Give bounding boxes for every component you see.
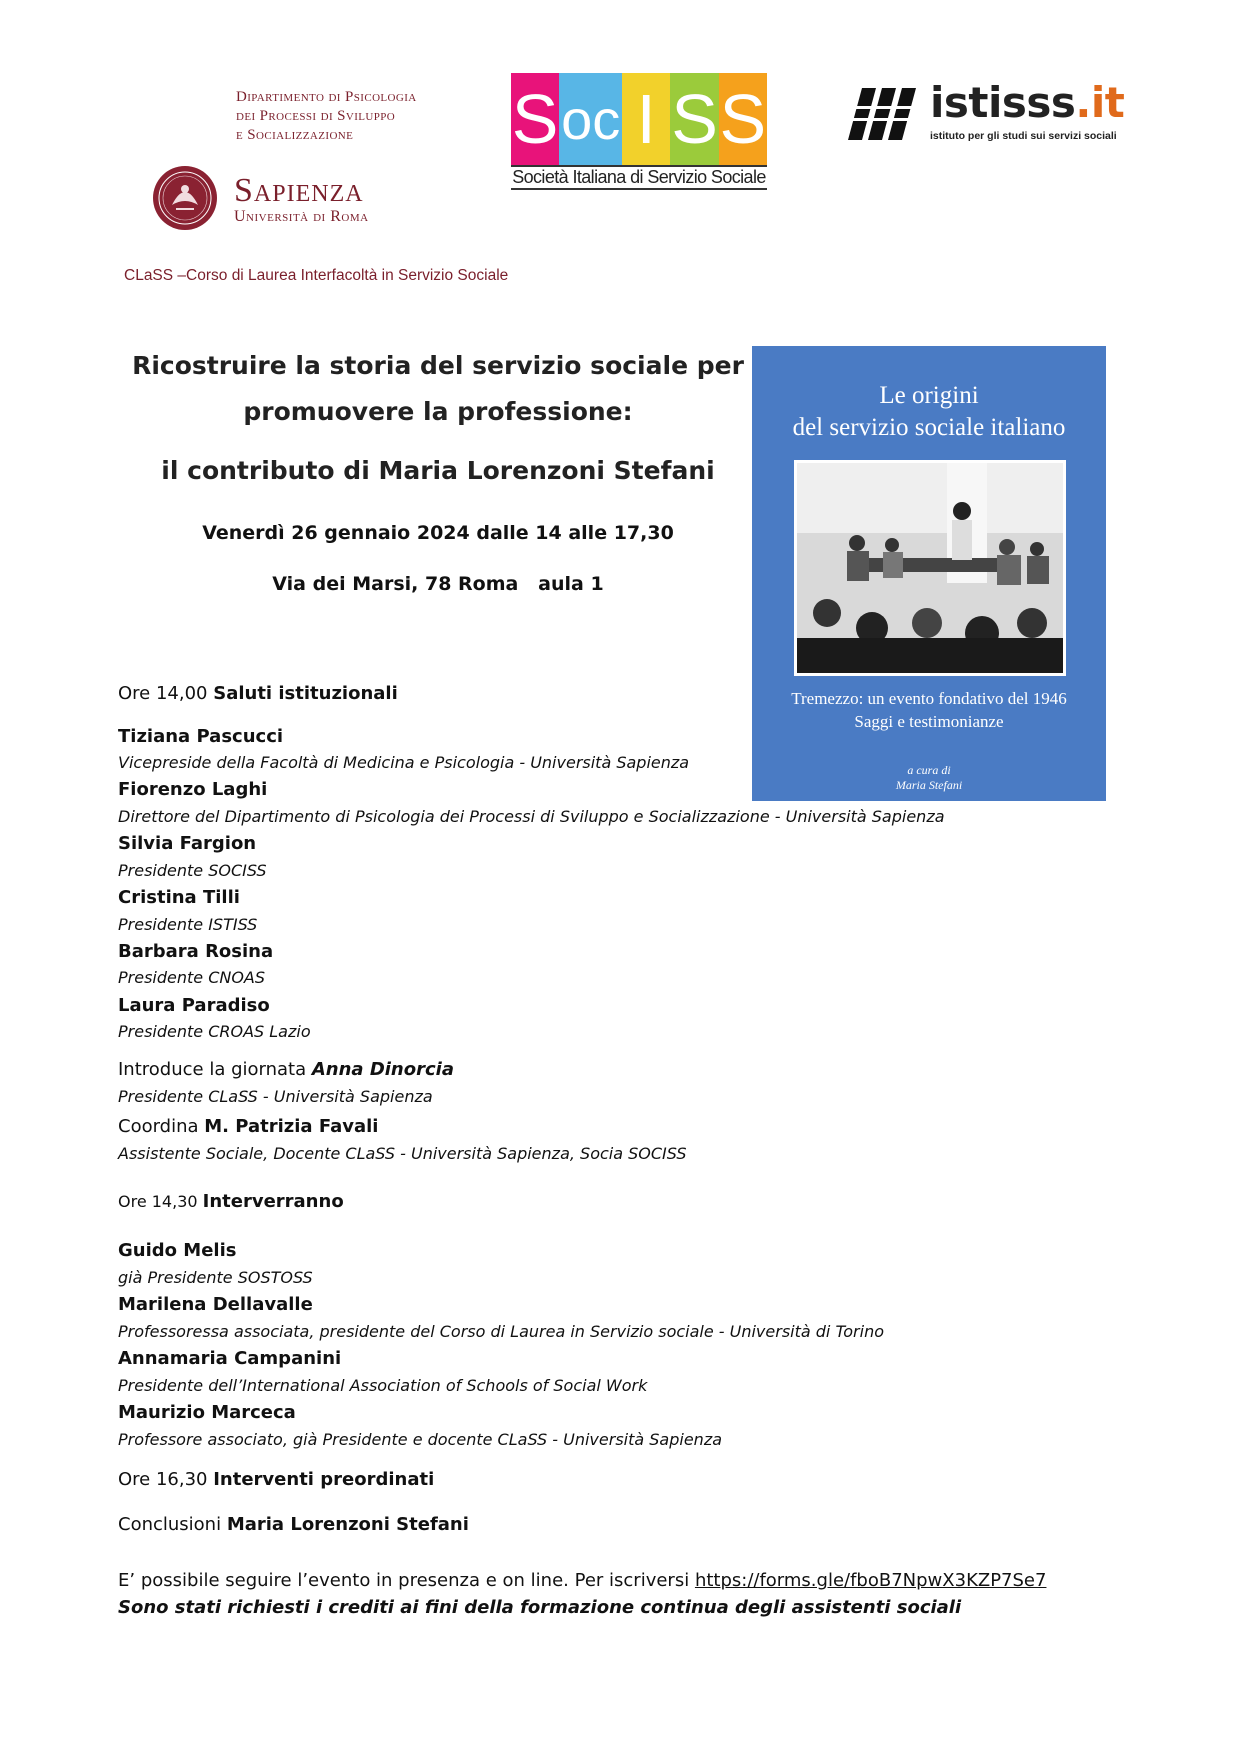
istisss-ext: .it (1075, 78, 1125, 127)
event-date: Venerdì 26 gennaio 2024 dalle 14 alle 17,30 (202, 522, 674, 544)
greeter-name: Silvia Fargion (118, 833, 257, 854)
event-title-line-1: Ricostruire la storia del servizio sociale per (132, 351, 744, 380)
dept-line-2: dei Processi di Sviluppo (236, 108, 396, 124)
dept-line-1: Dipartimento di Psicologia (236, 89, 417, 105)
book-cura-line-1: a cura di (907, 763, 951, 777)
greeter-role: Presidente SOCISS (118, 861, 267, 880)
credits-note: Sono stati richiesti i crediti ai fini della formazione continua degli assistenti sociali (118, 1597, 962, 1618)
book-title-line-1: Le origini (879, 382, 979, 409)
sociss-subtitle: Società Italiana di Servizio Sociale (511, 165, 767, 190)
session-label: Saluti istituzionali (213, 683, 398, 704)
istisss-tagline: istituto per gli studi sui servizi sociali (930, 130, 1117, 142)
introducer-prefix: Introduce la giornata (118, 1059, 312, 1080)
book-subtitle-line-2: Saggi e testimonianze (854, 712, 1004, 731)
sapienza-logo (234, 174, 369, 226)
registration-info (118, 1570, 1046, 1591)
greeter-name: Fiorenzo Laghi (118, 779, 268, 800)
event-subtitle: il contributo di Maria Lorenzoni Stefani (161, 456, 715, 485)
sociss-letter-4: S (670, 73, 718, 165)
introducer-role: Presidente CLaSS - Università Sapienza (118, 1087, 433, 1106)
conclusions-prefix: Conclusioni (118, 1514, 227, 1535)
book-cover (752, 346, 1106, 801)
greeter-name: Laura Paradiso (118, 995, 270, 1016)
greeter-role: Presidente CNOAS (118, 968, 266, 987)
sociss-letter-2: oc (559, 73, 622, 165)
greeter-name: Barbara Rosina (118, 941, 274, 962)
sociss-letters (511, 73, 767, 165)
event-title-line-2: promuovere la professione: (243, 397, 633, 426)
greeter-role: Presidente ISTISS (118, 915, 258, 934)
session-time: Ore 16,30 (118, 1469, 214, 1490)
speaker-name: Guido Melis (118, 1240, 237, 1261)
sociss-letter-3: I (622, 73, 670, 165)
book-title (752, 380, 1106, 444)
greeter-role: Presidente CROAS Lazio (118, 1022, 311, 1041)
speaker-name: Marilena Dellavalle (118, 1294, 313, 1315)
historic-photo-image (797, 463, 1063, 673)
coordinator-name: M. Patrizia Favali (204, 1116, 379, 1137)
speaker-role: Presidente dell’International Association of Schools of Social Work (118, 1376, 648, 1395)
session-greetings (118, 683, 398, 704)
session-preordained (118, 1469, 434, 1490)
istisss-name (930, 78, 1124, 127)
session-label: Interventi preordinati (213, 1469, 435, 1490)
book-subtitle (752, 687, 1106, 733)
book-editor (752, 763, 1106, 793)
coordinator (118, 1116, 378, 1137)
conclusions-name: Maria Lorenzoni Stefani (226, 1514, 469, 1535)
book-photo (794, 460, 1066, 676)
conclusions (118, 1514, 469, 1535)
event-place: Via dei Marsi, 78 Roma aula 1 (272, 573, 604, 595)
sapienza-seal-icon (152, 165, 218, 231)
speaker-role: Professoressa associata, presidente del Corso di Laurea in Servizio sociale - Università di Torino (118, 1322, 884, 1341)
event-title (112, 343, 764, 435)
book-subtitle-line-1: Tremezzo: un evento fondativo del 1946 (791, 689, 1067, 708)
book-title-line-2: del servizio sociale italiano (792, 414, 1066, 441)
registration-link[interactable]: https://forms.gle/fboB7NpwX3KZP7Se7 (694, 1570, 1047, 1591)
greeter-name: Tiziana Pascucci (118, 726, 284, 747)
dept-line-3: e Socializzazione (236, 127, 354, 143)
registration-text: E’ possibile seguire l’evento in presenza e on line. Per iscriversi (118, 1570, 695, 1591)
session-speakers (118, 1191, 344, 1212)
greeter-name: Cristina Tilli (118, 887, 240, 908)
sapienza-subtitle: Università di Roma (234, 208, 369, 225)
sapienza-name: Sapienza (234, 172, 364, 209)
session-label: Interverranno (202, 1191, 344, 1212)
speaker-name: Maurizio Marceca (118, 1402, 296, 1423)
session-time: Ore 14,00 (118, 683, 214, 704)
greeter-role: Vicepreside della Facoltà di Medicina e Psicologia - Università Sapienza (118, 753, 690, 772)
greeter-role: Direttore del Dipartimento di Psicologia dei Processi di Sviluppo e Socializzazione - Università Sapienza (118, 807, 945, 826)
coordinator-role: Assistente Sociale, Docente CLaSS - Università Sapienza, Socia SOCISS (118, 1144, 687, 1163)
speaker-role: Professore associato, già Presidente e docente CLaSS - Università Sapienza (118, 1430, 723, 1449)
session-time: Ore 14,30 (118, 1192, 203, 1211)
istisss-stripes-icon (848, 88, 923, 140)
introducer (118, 1059, 454, 1080)
speaker-role: già Presidente SOSTOSS (118, 1268, 313, 1287)
book-cura-line-2: Maria Stefani (895, 778, 963, 792)
istisss-name-text: istisss (930, 78, 1076, 127)
introducer-name: Anna Dinorcia (311, 1059, 454, 1080)
sociss-logo (511, 73, 767, 190)
coordinator-prefix: Coordina (118, 1116, 205, 1137)
sociss-letter-1: S (511, 73, 559, 165)
sociss-letter-5: S (719, 73, 767, 165)
istisss-logo (848, 78, 1125, 148)
course-line: CLaSS –Corso di Laurea Interfacoltà in Servizio Sociale (124, 267, 509, 284)
speaker-name: Annamaria Campanini (118, 1348, 342, 1369)
department-name (236, 88, 417, 145)
